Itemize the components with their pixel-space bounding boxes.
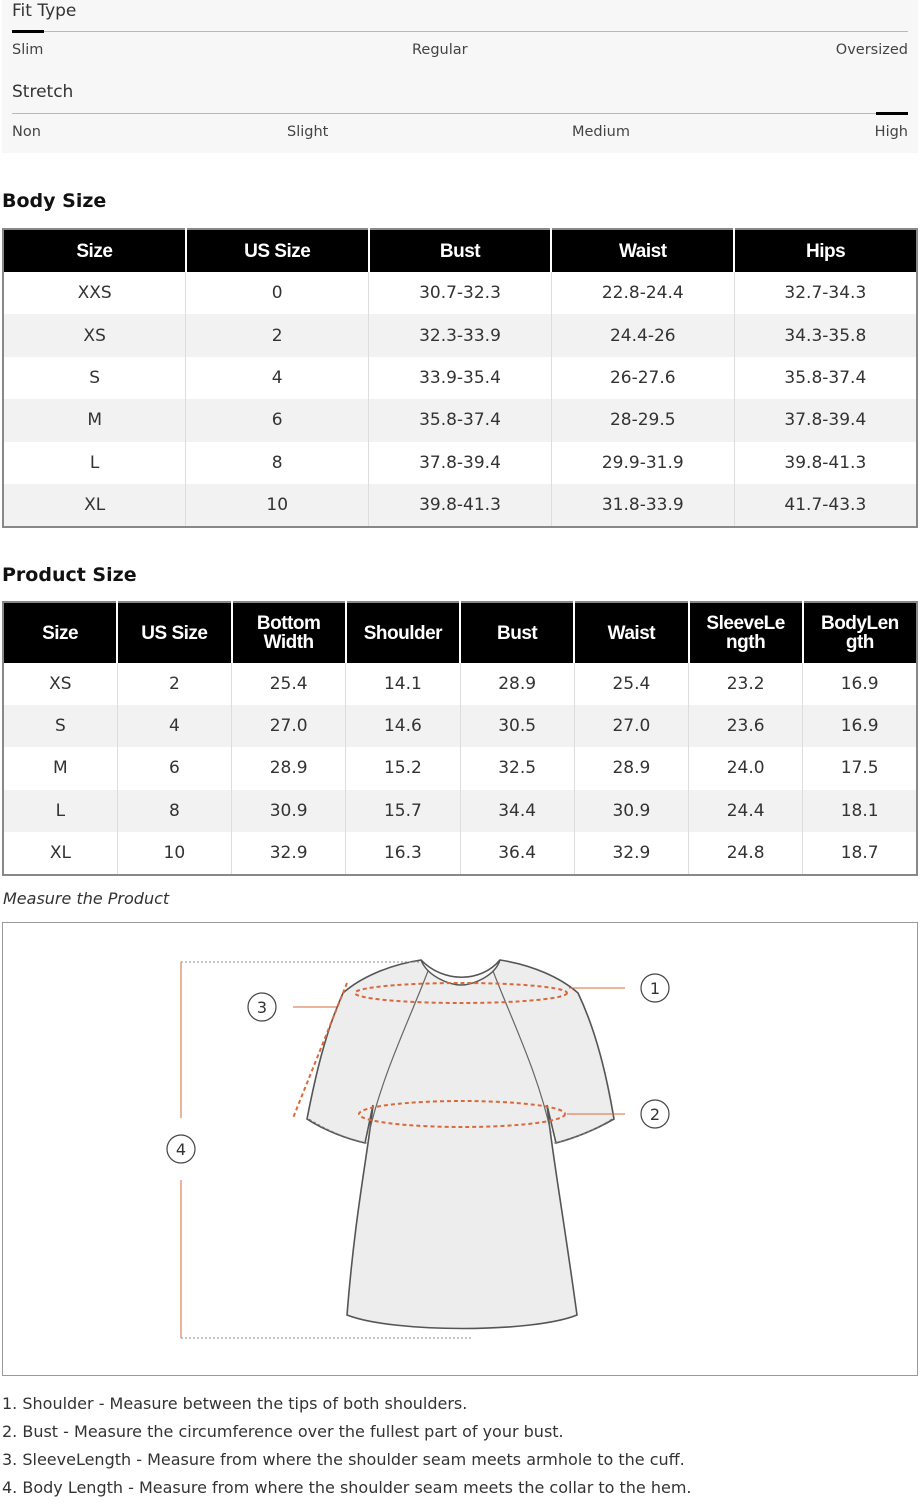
stretch-label-slight: Slight xyxy=(287,124,329,140)
table-cell: XL xyxy=(49,842,71,863)
table-cell: 34.3-35.8 xyxy=(734,314,917,356)
table-cell: XS xyxy=(49,674,72,695)
marker-label-1: 1 xyxy=(649,979,661,998)
table-cell: 22.8-24.4 xyxy=(551,272,734,314)
table-cell: 31.8-33.9 xyxy=(551,484,734,527)
table-cell: 28.9 xyxy=(574,747,688,789)
table-cell: 32.5 xyxy=(460,747,574,789)
stretch-title: Stretch xyxy=(12,82,74,102)
column-header: Hips xyxy=(734,229,917,272)
table-cell: 24.8 xyxy=(689,832,803,875)
table-cell: 30.9 xyxy=(232,790,346,832)
marker-label-4: 4 xyxy=(175,1140,187,1159)
table-cell: 8 xyxy=(186,442,369,484)
body-size-table xyxy=(2,228,918,528)
table-cell: 32.9 xyxy=(574,832,688,875)
column-header: Bust xyxy=(369,229,552,272)
table-cell: 15.2 xyxy=(346,747,460,789)
table-cell: 24.4 xyxy=(689,790,803,832)
column-header: Size xyxy=(3,602,117,663)
table-row xyxy=(3,357,917,399)
table-cell: 33.9-35.4 xyxy=(369,357,552,399)
note-body-length: 4. Body Length - Measure from where the shoulder seam meets the collar to the hem. xyxy=(2,1478,692,1497)
column-header: US Size xyxy=(186,229,369,272)
table-cell: 27.0 xyxy=(232,705,346,747)
table-cell: 2 xyxy=(117,663,231,705)
table-cell: 8 xyxy=(117,790,231,832)
table-cell: 25.4 xyxy=(232,663,346,705)
fit-type-label-slim: Slim xyxy=(12,42,44,58)
table-cell: 23.6 xyxy=(689,705,803,747)
body-size-title: Body Size xyxy=(2,190,107,212)
table-cell: M xyxy=(53,758,68,779)
table-cell: 14.6 xyxy=(346,705,460,747)
table-cell: S xyxy=(89,367,101,388)
column-header: Bust xyxy=(460,602,574,663)
table-cell: 17.5 xyxy=(803,747,917,789)
measure-diagram xyxy=(2,922,918,1376)
column-header: US Size xyxy=(117,602,231,663)
table-cell: 18.7 xyxy=(803,832,917,875)
table-cell: 6 xyxy=(186,399,369,441)
table-cell: 39.8-41.3 xyxy=(734,442,917,484)
table-cell: 16.3 xyxy=(346,832,460,875)
table-row xyxy=(3,747,917,789)
table-cell: 10 xyxy=(186,484,369,527)
fit-type-label-oversized: Oversized xyxy=(835,42,908,58)
table-cell: 28-29.5 xyxy=(551,399,734,441)
table-row xyxy=(3,663,917,705)
table-cell: XS xyxy=(3,314,186,356)
table-cell: 6 xyxy=(117,747,231,789)
table-row xyxy=(3,484,917,527)
table-cell: 16.9 xyxy=(803,705,917,747)
table-cell: 30.7-32.3 xyxy=(369,272,552,314)
column-header: Bottom Width xyxy=(232,602,346,663)
stretch-label-medium: Medium xyxy=(572,124,630,140)
table-row xyxy=(3,272,917,314)
table-cell: 34.4 xyxy=(460,790,574,832)
table-cell: 0 xyxy=(186,272,369,314)
column-header: SleeveLe ngth xyxy=(689,602,803,663)
stretch-scale-line xyxy=(12,113,908,114)
table-row xyxy=(3,705,917,747)
table-cell: 29.9-31.9 xyxy=(551,442,734,484)
column-header: Waist xyxy=(551,229,734,272)
column-header: Waist xyxy=(574,602,688,663)
table-cell: 15.7 xyxy=(346,790,460,832)
table-header-row xyxy=(3,229,917,272)
table-cell: XL xyxy=(3,484,186,527)
table-cell: 36.4 xyxy=(460,832,574,875)
note-shoulder: 1. Shoulder - Measure between the tips of both shoulders. xyxy=(2,1394,468,1413)
fit-type-scale-line xyxy=(12,31,908,32)
table-cell: 24.0 xyxy=(689,747,803,789)
table-cell: 30.5 xyxy=(460,705,574,747)
table-cell: 37.8-39.4 xyxy=(369,442,552,484)
column-header: Shoulder xyxy=(346,602,460,663)
stretch-label-high: High xyxy=(874,124,908,140)
measure-notes xyxy=(2,1392,918,1504)
table-cell: 2 xyxy=(186,314,369,356)
stretch-label-non: Non xyxy=(12,124,41,140)
column-header: Size xyxy=(3,229,186,272)
table-cell: XXS xyxy=(77,283,112,304)
table-cell: 10 xyxy=(117,832,231,875)
table-cell: 32.7-34.3 xyxy=(734,272,917,314)
note-bust: 2. Bust - Measure the circumference over the fullest part of your bust. xyxy=(2,1422,564,1441)
product-size-table xyxy=(2,601,918,876)
table-cell: 26-27.6 xyxy=(551,357,734,399)
fit-type-label-regular: Regular xyxy=(412,42,468,58)
table-cell: L xyxy=(3,790,117,832)
table-cell: 32.3-33.9 xyxy=(369,314,552,356)
product-size-title: Product Size xyxy=(2,564,137,586)
fit-type-selected-marker xyxy=(12,30,44,33)
table-cell: 23.2 xyxy=(689,663,803,705)
table-cell: 41.7-43.3 xyxy=(734,484,917,527)
table-cell: 39.8-41.3 xyxy=(369,484,552,527)
table-cell: 32.9 xyxy=(232,832,346,875)
garment-diagram xyxy=(3,923,917,1375)
table-cell: 35.8-37.4 xyxy=(369,399,552,441)
table-cell: 25.4 xyxy=(574,663,688,705)
fit-panel xyxy=(2,0,918,153)
tshirt-icon xyxy=(307,960,614,1329)
measure-caption: Measure the Product xyxy=(3,889,170,908)
table-cell: 27.0 xyxy=(574,705,688,747)
table-row xyxy=(3,442,917,484)
table-cell: S xyxy=(3,705,117,747)
column-header: BodyLen gth xyxy=(803,602,917,663)
table-cell: 24.4-26 xyxy=(551,314,734,356)
table-row xyxy=(3,314,917,356)
table-cell: 28.9 xyxy=(232,747,346,789)
table-header-row xyxy=(3,602,917,663)
table-cell: 4 xyxy=(117,705,231,747)
table-row xyxy=(3,790,917,832)
marker-label-3: 3 xyxy=(256,998,268,1017)
table-cell: M xyxy=(3,399,186,441)
table-cell: 37.8-39.4 xyxy=(734,399,917,441)
table-cell: 30.9 xyxy=(574,790,688,832)
table-cell: 18.1 xyxy=(803,790,917,832)
table-cell: 28.9 xyxy=(460,663,574,705)
note-sleeve-length: 3. SleeveLength - Measure from where the shoulder seam meets armhole to the cuff. xyxy=(2,1450,685,1469)
fit-type-title: Fit Type xyxy=(12,1,77,21)
table-row xyxy=(3,399,917,441)
table-cell: 16.9 xyxy=(803,663,917,705)
stretch-selected-marker xyxy=(876,112,908,115)
table-cell: 35.8-37.4 xyxy=(734,357,917,399)
table-row xyxy=(3,832,917,875)
table-cell: L xyxy=(89,452,100,473)
marker-label-2: 2 xyxy=(649,1105,661,1124)
table-cell: 14.1 xyxy=(346,663,460,705)
table-cell: 4 xyxy=(186,357,369,399)
